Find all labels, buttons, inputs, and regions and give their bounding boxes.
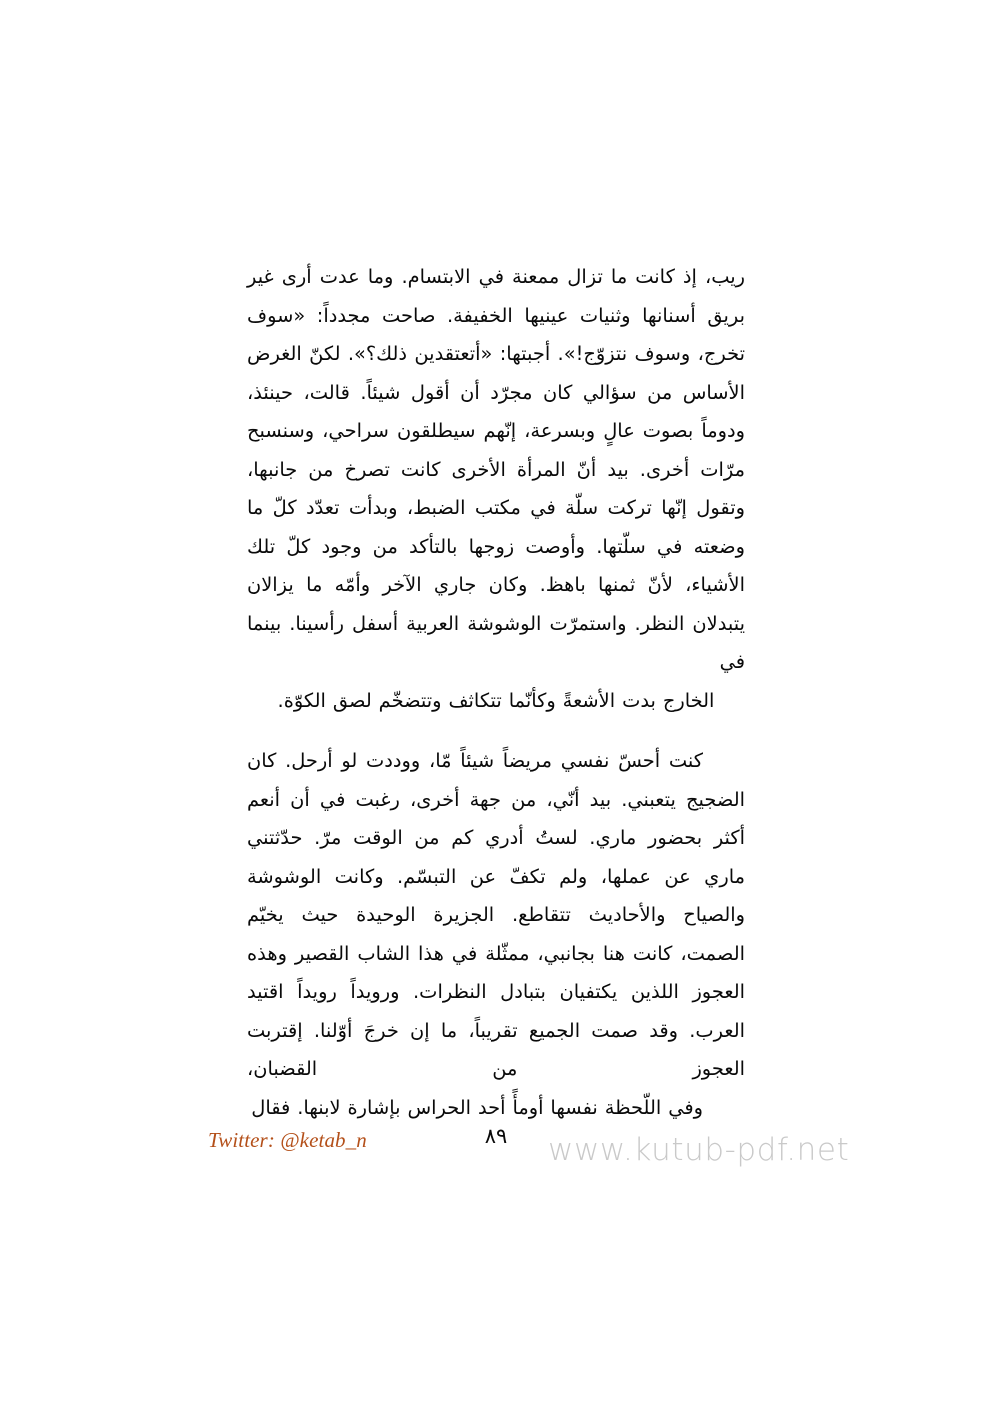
page-number: ٨٩ [484,1124,508,1148]
site-watermark: www.kutub-pdf.net [548,1132,850,1168]
twitter-handle-credit: Twitter: @ketab_n [208,1128,367,1152]
page-text-column [247,258,745,1127]
paragraph-continuation-last-line: الخارج بدت الأشعةً وكأنّما تتكاثف وتتضخّم لصق الكوّة. [277,688,715,712]
paragraph-second-last-line: وفي اللّحظة نفسها أومأً أحد الحراس بإشارة لابنها. فقال [251,1095,703,1119]
paragraph-continuation [247,258,745,720]
paragraph-second-body: كنت أحسّ نفسي مريضاً شيئاً مّا، ووددت لو أرحل. كان الضجيج يتعبني. بيد أنّي، من جهة أخرى، رغبت في أن أنعم أكثر بحضور ماري. لستُ أدري كم من الوقت مرّ. حدّثتني ماري عن عملها، ولم تكفّ عن التبسّم. وكانت الوشوشة والصياح والأحاديث تتقاطع. الجزيرة الوحيدة حيث يخيّم الصمت، كانت هنا بجانبي، ممثّلة في هذا الشاب القصير وهذه العجوز اللذين يكتفيان بتبادل النظرات. ورويداً رويداً اقتيد العرب. وقد صمت الجميع تقريباً، ما إن خرجَ أوّلنا. إقتربت العجوز من القضبان، [247,749,745,1080]
paragraph-continuation-body: ريب، إذ كانت ما تزال ممعنة في الابتسام. وما عدت أرى غير بريق أسنانها وثنيات عينيها الخفيفة. صاحت مجدداً: «سوف تخرج، وسوف نتزوّج!». أجبتها: «أتعتقدين ذلك؟». لكنّ الغرض الأساس من سؤالي كان مجرّد أن أقول شيئاً. قالت، حينئذ، ودوماً بصوت عالٍ وبسرعة، إنّهم سيطلقون سراحي، وسنسبح مرّات أخرى. بيد أنّ المرأة الأخرى كانت تصرخ من جانبها، وتقول إنّها تركت سلّة في مكتب الضبط، وبدأت تعدّد كلّ ما وضعته في سلّتها. وأوصت زوجها بالتأكد من وجود كلّ تلك الأشياء، لأنّ ثمنها باهظ. وكان جاري الآخر وأمّه ما يزالان يتبدلان النظر. واستمرّت الوشوشة العربية أسفل رأسينا. بينما في [247,265,745,673]
page-footer [0,1112,992,1192]
paragraph-second [247,742,745,1127]
